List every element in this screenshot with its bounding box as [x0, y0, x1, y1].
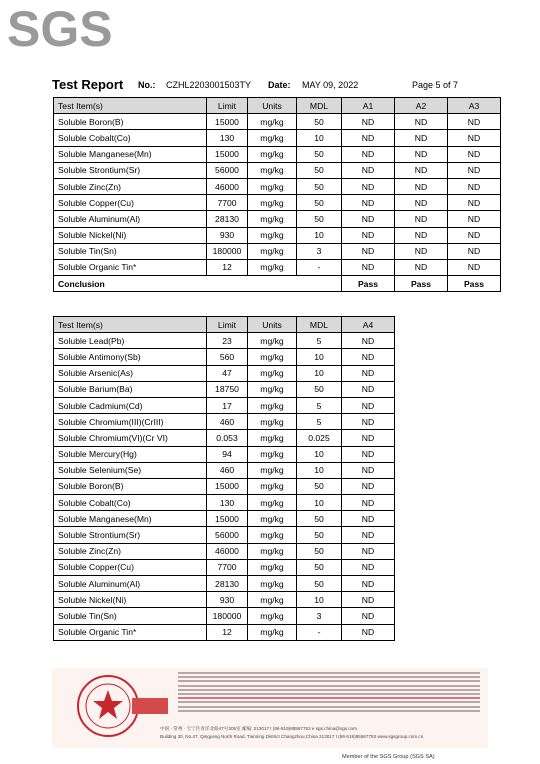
table-row: [54, 543, 395, 559]
value-cell: 5: [297, 333, 342, 349]
value-cell: mg/kg: [248, 178, 297, 194]
results-table-a1-a3: [53, 97, 501, 292]
value-cell: mg/kg: [248, 162, 297, 178]
value-cell: ND: [342, 211, 395, 227]
test-item-cell: Soluble Organic Tin*: [54, 259, 207, 275]
test-item-cell: Soluble Aluminum(Al): [54, 576, 207, 592]
value-cell: 50: [297, 178, 342, 194]
value-cell: ND: [395, 259, 448, 275]
value-cell: ND: [342, 608, 395, 624]
value-cell: 10: [297, 462, 342, 478]
value-cell: ND: [342, 414, 395, 430]
value-cell: ND: [395, 162, 448, 178]
test-item-cell: Soluble Strontium(Sr): [54, 162, 207, 178]
table-row: [54, 349, 395, 365]
value-cell: mg/kg: [248, 259, 297, 275]
value-cell: ND: [448, 146, 501, 162]
test-item-cell: Soluble Strontium(Sr): [54, 527, 207, 543]
table-row: [54, 162, 501, 178]
table-row: [54, 243, 501, 259]
value-cell: 180000: [207, 608, 248, 624]
value-cell: ND: [342, 243, 395, 259]
table-row: [54, 624, 395, 640]
value-cell: ND: [448, 178, 501, 194]
value-cell: ND: [395, 146, 448, 162]
value-cell: 50: [297, 381, 342, 397]
conclusion-result: Pass: [448, 276, 501, 292]
value-cell: ND: [342, 462, 395, 478]
value-cell: mg/kg: [248, 414, 297, 430]
value-cell: 5: [297, 414, 342, 430]
table-row: [54, 397, 395, 413]
value-cell: 10: [297, 365, 342, 381]
address-chinese: 中国 · 常州 · 天宁区青洋北路47号305室 邮编: 213017 t (86-519)85567753 e sgs.china@sgs.com: [160, 726, 357, 731]
table-row: [54, 227, 501, 243]
report-header: [0, 77, 540, 95]
value-cell: mg/kg: [248, 333, 297, 349]
value-cell: ND: [342, 592, 395, 608]
table-row: [54, 495, 395, 511]
value-cell: Limit: [207, 98, 248, 114]
test-item-cell: Soluble Lead(Pb): [54, 333, 207, 349]
report-date-label: Date:: [268, 80, 291, 90]
value-cell: ND: [342, 146, 395, 162]
conclusion-result: Pass: [342, 276, 395, 292]
table-row: [54, 511, 395, 527]
value-cell: mg/kg: [248, 195, 297, 211]
value-cell: 7700: [207, 559, 248, 575]
table-row: [54, 365, 395, 381]
test-item-cell: Soluble Tin(Sn): [54, 608, 207, 624]
test-item-cell: Soluble Antimony(Sb): [54, 349, 207, 365]
test-item-cell: Soluble Cobalt(Co): [54, 130, 207, 146]
value-cell: ND: [342, 114, 395, 130]
value-cell: 50: [297, 527, 342, 543]
value-cell: ND: [395, 178, 448, 194]
value-cell: Units: [248, 98, 297, 114]
value-cell: mg/kg: [248, 527, 297, 543]
value-cell: ND: [342, 397, 395, 413]
value-cell: 3: [297, 243, 342, 259]
value-cell: mg/kg: [248, 559, 297, 575]
test-item-cell: Soluble Chromium(III)(CrIII): [54, 414, 207, 430]
value-cell: mg/kg: [248, 243, 297, 259]
test-item-cell: Soluble Chromium(VI)(Cr VI): [54, 430, 207, 446]
test-item-cell: Test Item(s): [54, 317, 207, 333]
value-cell: mg/kg: [248, 130, 297, 146]
test-item-cell: Soluble Nickel(Ni): [54, 592, 207, 608]
value-cell: ND: [395, 243, 448, 259]
value-cell: 50: [297, 478, 342, 494]
table-row: [54, 381, 395, 397]
value-cell: mg/kg: [248, 511, 297, 527]
test-item-cell: Soluble Selenium(Se): [54, 462, 207, 478]
value-cell: A2: [395, 98, 448, 114]
value-cell: ND: [448, 211, 501, 227]
value-cell: ND: [448, 259, 501, 275]
test-item-cell: Soluble Organic Tin*: [54, 624, 207, 640]
value-cell: 7700: [207, 195, 248, 211]
value-cell: ND: [342, 130, 395, 146]
value-cell: mg/kg: [248, 211, 297, 227]
table-row: [54, 559, 395, 575]
value-cell: 12: [207, 624, 248, 640]
value-cell: Units: [248, 317, 297, 333]
value-cell: 10: [297, 227, 342, 243]
value-cell: mg/kg: [248, 146, 297, 162]
test-item-cell: Soluble Arsenic(As): [54, 365, 207, 381]
table-row: [54, 178, 501, 194]
test-item-cell: Soluble Copper(Cu): [54, 559, 207, 575]
value-cell: 17: [207, 397, 248, 413]
value-cell: ND: [342, 511, 395, 527]
table-row: [54, 608, 395, 624]
value-cell: 12: [207, 259, 248, 275]
value-cell: ND: [342, 543, 395, 559]
value-cell: Limit: [207, 317, 248, 333]
value-cell: 15000: [207, 478, 248, 494]
value-cell: mg/kg: [248, 430, 297, 446]
test-item-cell: Soluble Barium(Ba): [54, 381, 207, 397]
value-cell: ND: [448, 243, 501, 259]
table-row: [54, 430, 395, 446]
test-item-cell: Soluble Boron(B): [54, 114, 207, 130]
value-cell: mg/kg: [248, 592, 297, 608]
value-cell: ND: [395, 211, 448, 227]
test-item-cell: Soluble Nickel(Ni): [54, 227, 207, 243]
table-row: [54, 146, 501, 162]
value-cell: 460: [207, 414, 248, 430]
table-row: [54, 211, 501, 227]
sgs-logo: [5, 1, 113, 57]
value-cell: mg/kg: [248, 227, 297, 243]
value-cell: 50: [297, 211, 342, 227]
value-cell: 560: [207, 349, 248, 365]
value-cell: 10: [297, 446, 342, 462]
table-header-row: [54, 317, 395, 333]
table-row: [54, 446, 395, 462]
sgs-membership-note: Member of the SGS Group (SGS SA): [342, 754, 435, 760]
value-cell: mg/kg: [248, 576, 297, 592]
table-row: [54, 527, 395, 543]
value-cell: 0.025: [297, 430, 342, 446]
report-footer: [52, 668, 488, 748]
value-cell: MDL: [297, 98, 342, 114]
table-row: [54, 414, 395, 430]
table-row: [54, 195, 501, 211]
table-row: [54, 259, 501, 275]
report-title: Test Report: [52, 77, 124, 92]
value-cell: mg/kg: [248, 365, 297, 381]
inspection-seal-icon: [70, 672, 170, 742]
value-cell: mg/kg: [248, 381, 297, 397]
legal-disclaimer-text: [178, 672, 480, 712]
value-cell: 460: [207, 462, 248, 478]
value-cell: 56000: [207, 162, 248, 178]
value-cell: 46000: [207, 178, 248, 194]
results-table-a4: [53, 316, 395, 641]
value-cell: mg/kg: [248, 462, 297, 478]
value-cell: A3: [448, 98, 501, 114]
value-cell: 15000: [207, 511, 248, 527]
value-cell: 56000: [207, 527, 248, 543]
value-cell: -: [297, 624, 342, 640]
test-item-cell: Soluble Manganese(Mn): [54, 511, 207, 527]
value-cell: 50: [297, 511, 342, 527]
table-row: [54, 130, 501, 146]
value-cell: 0.053: [207, 430, 248, 446]
address-english: Building 30, No.47, Qingyang North Road, Tianning District Changzhou,China 213017 t (86-519)85567753 www.sgsgroup.com.cn: [160, 734, 424, 739]
value-cell: 3: [297, 608, 342, 624]
value-cell: ND: [448, 227, 501, 243]
value-cell: ND: [342, 576, 395, 592]
value-cell: 47: [207, 365, 248, 381]
value-cell: 94: [207, 446, 248, 462]
value-cell: ND: [342, 381, 395, 397]
value-cell: -: [297, 259, 342, 275]
table-row: [54, 576, 395, 592]
value-cell: mg/kg: [248, 446, 297, 462]
test-item-cell: Soluble Cadmium(Cd): [54, 397, 207, 413]
value-cell: MDL: [297, 317, 342, 333]
value-cell: ND: [448, 114, 501, 130]
table-row: [54, 114, 501, 130]
conclusion-result: Pass: [395, 276, 448, 292]
value-cell: ND: [342, 333, 395, 349]
conclusion-row: [54, 276, 501, 292]
table-row: [54, 478, 395, 494]
value-cell: 15000: [207, 114, 248, 130]
value-cell: 130: [207, 495, 248, 511]
value-cell: 50: [297, 543, 342, 559]
value-cell: ND: [342, 162, 395, 178]
value-cell: 10: [297, 130, 342, 146]
value-cell: 18750: [207, 381, 248, 397]
value-cell: ND: [342, 227, 395, 243]
value-cell: A1: [342, 98, 395, 114]
value-cell: mg/kg: [248, 543, 297, 559]
value-cell: 10: [297, 592, 342, 608]
test-item-cell: Soluble Zinc(Zn): [54, 178, 207, 194]
value-cell: 130: [207, 130, 248, 146]
value-cell: mg/kg: [248, 349, 297, 365]
report-number-label: No.:: [138, 80, 156, 90]
table-row: [54, 462, 395, 478]
test-item-cell: Soluble Zinc(Zn): [54, 543, 207, 559]
value-cell: ND: [395, 227, 448, 243]
value-cell: mg/kg: [248, 397, 297, 413]
value-cell: A4: [342, 317, 395, 333]
test-item-cell: Soluble Copper(Cu): [54, 195, 207, 211]
value-cell: 46000: [207, 543, 248, 559]
value-cell: ND: [342, 195, 395, 211]
value-cell: ND: [342, 365, 395, 381]
value-cell: mg/kg: [248, 624, 297, 640]
value-cell: mg/kg: [248, 495, 297, 511]
value-cell: ND: [342, 446, 395, 462]
test-item-cell: Soluble Manganese(Mn): [54, 146, 207, 162]
value-cell: 50: [297, 114, 342, 130]
value-cell: ND: [395, 114, 448, 130]
value-cell: 50: [297, 559, 342, 575]
value-cell: mg/kg: [248, 114, 297, 130]
value-cell: mg/kg: [248, 478, 297, 494]
value-cell: ND: [395, 130, 448, 146]
value-cell: 15000: [207, 146, 248, 162]
value-cell: 23: [207, 333, 248, 349]
table-header-row: [54, 98, 501, 114]
value-cell: 50: [297, 195, 342, 211]
value-cell: 50: [297, 162, 342, 178]
value-cell: ND: [342, 178, 395, 194]
value-cell: 10: [297, 495, 342, 511]
table-row: [54, 333, 395, 349]
value-cell: ND: [448, 195, 501, 211]
value-cell: ND: [342, 495, 395, 511]
test-item-cell: Test Item(s): [54, 98, 207, 114]
value-cell: ND: [342, 430, 395, 446]
conclusion-label: Conclusion: [54, 276, 342, 292]
value-cell: 50: [297, 576, 342, 592]
test-item-cell: Soluble Cobalt(Co): [54, 495, 207, 511]
value-cell: ND: [395, 195, 448, 211]
value-cell: ND: [448, 130, 501, 146]
table-row: [54, 592, 395, 608]
test-item-cell: Soluble Tin(Sn): [54, 243, 207, 259]
test-item-cell: Soluble Aluminum(Al): [54, 211, 207, 227]
value-cell: ND: [342, 259, 395, 275]
value-cell: 10: [297, 349, 342, 365]
value-cell: 180000: [207, 243, 248, 259]
value-cell: 930: [207, 227, 248, 243]
test-item-cell: Soluble Mercury(Hg): [54, 446, 207, 462]
value-cell: 5: [297, 397, 342, 413]
value-cell: ND: [342, 527, 395, 543]
value-cell: 50: [297, 146, 342, 162]
test-item-cell: Soluble Boron(B): [54, 478, 207, 494]
value-cell: ND: [342, 624, 395, 640]
value-cell: 28130: [207, 211, 248, 227]
value-cell: 28130: [207, 576, 248, 592]
value-cell: ND: [342, 478, 395, 494]
report-number: CZHL2203001503TY: [166, 80, 252, 90]
value-cell: ND: [342, 559, 395, 575]
value-cell: ND: [448, 162, 501, 178]
report-date: MAY 09, 2022: [302, 80, 359, 90]
page-number: Page 5 of 7: [412, 80, 459, 90]
value-cell: ND: [342, 349, 395, 365]
value-cell: mg/kg: [248, 608, 297, 624]
value-cell: 930: [207, 592, 248, 608]
svg-text:SGS: SGS: [7, 1, 113, 57]
